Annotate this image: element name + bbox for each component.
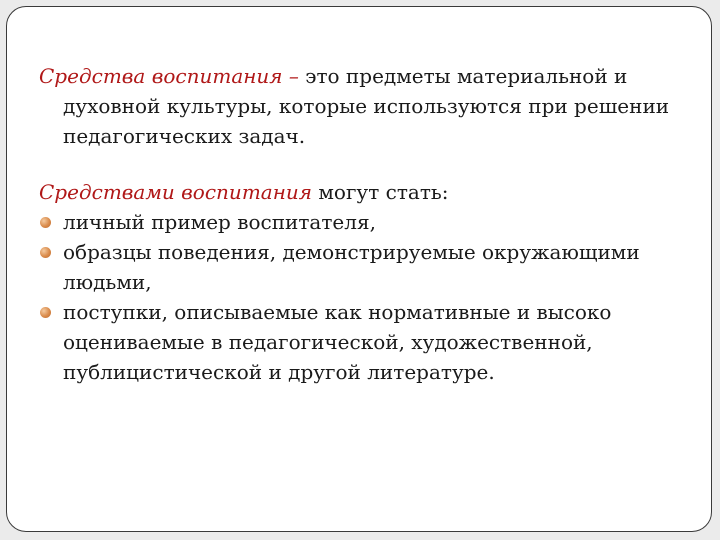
definition-dash: – (282, 64, 306, 88)
intro-term: Средствами воспитания (39, 180, 312, 204)
list-item-text: образцы поведения, демонстрируемые окружающими людьми, (63, 240, 640, 294)
list-item (39, 207, 699, 237)
bullet-icon (40, 217, 51, 228)
intro-paragraph (39, 177, 699, 207)
bullet-icon (40, 307, 51, 318)
intro-text: могут стать: (312, 180, 449, 204)
list-item (39, 297, 699, 387)
bullet-icon (40, 247, 51, 258)
slide-content (39, 61, 699, 387)
list-item-text: поступки, описываемые как нормативные и высоко оцениваемые в педагогической, художественной, публицистической и другой литературе. (63, 300, 612, 384)
definition-paragraph (39, 61, 699, 151)
means-list (39, 207, 699, 387)
definition-text: это предметы материальной и духовной культуры, которые используются при решении педагогических задач. (63, 64, 670, 148)
list-item (39, 237, 699, 297)
slide-frame (6, 6, 712, 532)
list-item-text: личный пример воспитателя, (63, 210, 376, 234)
definition-term: Средства воспитания (39, 64, 283, 88)
